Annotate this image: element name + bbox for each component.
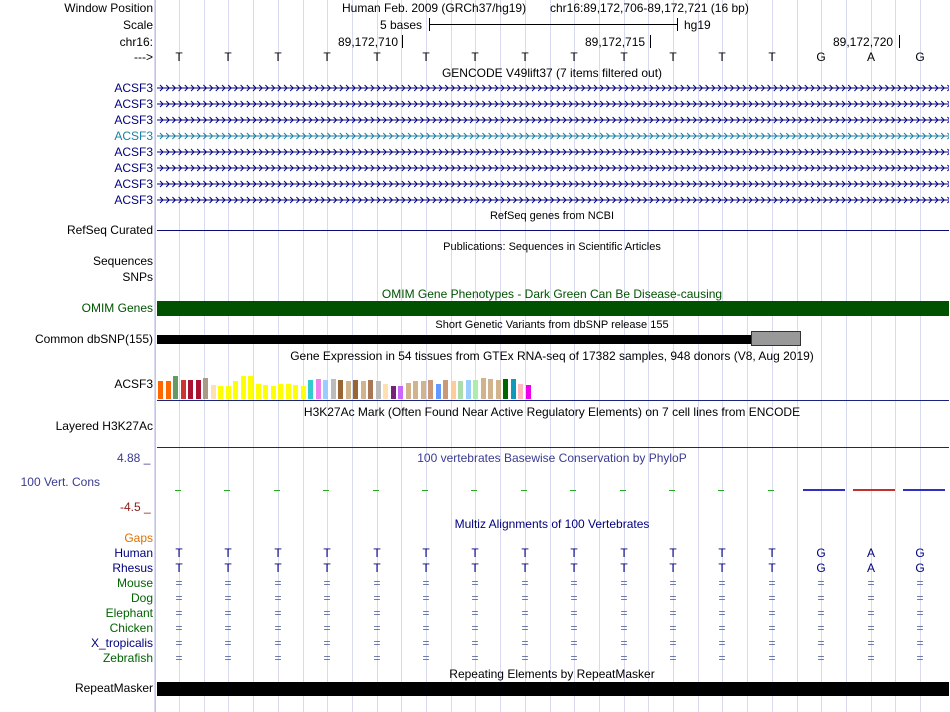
phylop-score-mark	[853, 489, 895, 491]
gencode-title[interactable]: GENCODE V49lift37 (7 items filtered out)	[441, 66, 663, 80]
multiz-base: =	[916, 621, 924, 635]
multiz-base: =	[521, 636, 529, 650]
gtex-tissue-bar[interactable]	[211, 385, 216, 399]
multiz-base: =	[422, 606, 430, 620]
refseq-line[interactable]	[157, 230, 949, 231]
multiz-base: =	[323, 636, 331, 650]
gtex-tissue-bar[interactable]	[383, 384, 388, 399]
multiz-species-label[interactable]: X_tropicalis	[90, 636, 153, 650]
gaps-label[interactable]: Gaps	[124, 531, 153, 545]
multiz-base: =	[768, 591, 776, 605]
phylop-score-mark	[903, 489, 945, 491]
multiz-species-label[interactable]: Human	[114, 546, 153, 560]
multiz-base: =	[669, 621, 677, 635]
multiz-base: =	[373, 606, 381, 620]
gencode-gene-label[interactable]: ACSF3	[114, 177, 153, 191]
base-letter: T	[224, 50, 232, 64]
gencode-gene-label[interactable]: ACSF3	[114, 81, 153, 95]
chrom-label: chr16:	[119, 35, 153, 49]
multiz-base: =	[867, 576, 875, 590]
h3k27ac-title[interactable]: H3K27Ac Mark (Often Found Near Active Regulatory Elements) on 7 cell lines from ENCODE	[303, 405, 801, 419]
gencode-gene-feature[interactable]	[157, 179, 949, 189]
multiz-base: =	[224, 606, 232, 620]
phylop-score-mark	[175, 490, 181, 491]
multiz-species-label[interactable]: Chicken	[109, 621, 153, 635]
base-letter: T	[570, 50, 578, 64]
multiz-base: =	[274, 621, 282, 635]
gencode-gene-feature[interactable]	[157, 195, 949, 205]
gtex-tissue-bar[interactable]	[496, 380, 501, 399]
multiz-base: T	[570, 561, 578, 575]
gtex-tissue-bar[interactable]	[241, 376, 246, 399]
multiz-base: T	[274, 546, 282, 560]
multiz-base: =	[521, 606, 529, 620]
base-letter: T	[718, 50, 726, 64]
multiz-base: T	[521, 561, 529, 575]
multiz-base: =	[323, 591, 331, 605]
base-letter: G	[915, 50, 925, 64]
gtex-tissue-bar[interactable]	[218, 386, 223, 399]
multiz-base: =	[867, 606, 875, 620]
multiz-base: =	[471, 576, 479, 590]
gencode-gene-label[interactable]: ACSF3	[114, 97, 153, 111]
refseq-title[interactable]: RefSeq genes from NCBI	[489, 210, 615, 222]
base-letter: G	[816, 50, 826, 64]
gtex-tissue-bar[interactable]	[353, 380, 358, 399]
multiz-species-label[interactable]: Mouse	[116, 576, 153, 590]
gtex-tissue-bar[interactable]	[203, 378, 208, 399]
multiz-base: =	[323, 576, 331, 590]
refseq-label[interactable]: RefSeq Curated	[66, 223, 153, 237]
multiz-base: =	[373, 591, 381, 605]
multiz-base: T	[323, 546, 331, 560]
phylop-score-mark	[471, 490, 477, 491]
gtex-tissue-bar[interactable]	[503, 379, 508, 399]
base-letter: T	[768, 50, 776, 64]
gtex-tissue-bar[interactable]	[443, 380, 448, 399]
gtex-tissue-bar[interactable]	[361, 381, 366, 399]
phylop-label[interactable]: 100 Vert. Cons	[20, 475, 100, 489]
scale-label: Scale	[122, 18, 153, 32]
multiz-base: =	[718, 636, 726, 650]
multiz-base: =	[570, 591, 578, 605]
multiz-base: T	[175, 561, 183, 575]
multiz-base: =	[916, 606, 924, 620]
multiz-base: T	[669, 546, 677, 560]
gtex-tissue-bar[interactable]	[248, 376, 253, 399]
gtex-tissue-bar[interactable]	[526, 385, 531, 399]
dbsnp-label[interactable]: Common dbSNP(155)	[34, 332, 153, 346]
multiz-base: T	[768, 546, 776, 560]
gtex-tissue-bar[interactable]	[271, 386, 276, 399]
multiz-base: =	[669, 651, 677, 665]
multiz-base: =	[471, 621, 479, 635]
gtex-tissue-bar[interactable]	[158, 381, 163, 399]
repeatmasker-feature[interactable]	[157, 682, 949, 696]
gtex-tissue-bar[interactable]	[391, 386, 396, 399]
gtex-tissue-bar[interactable]	[263, 385, 268, 399]
multiz-base: =	[224, 621, 232, 635]
gencode-gene-label[interactable]: ACSF3	[114, 193, 153, 207]
gencode-gene-label[interactable]: ACSF3	[114, 129, 153, 143]
multiz-base: =	[274, 636, 282, 650]
gtex-baseline	[157, 400, 949, 401]
gencode-gene-label[interactable]: ACSF3	[114, 161, 153, 175]
multiz-base: =	[916, 591, 924, 605]
coord-tick-3	[899, 35, 900, 48]
multiz-base: =	[817, 621, 825, 635]
multiz-base: =	[373, 636, 381, 650]
gencode-gene-label[interactable]: ACSF3	[114, 113, 153, 127]
multiz-base: T	[471, 561, 479, 575]
multiz-base: T	[521, 546, 529, 560]
multiz-base: =	[718, 606, 726, 620]
phylop-score-mark	[768, 490, 774, 491]
gtex-tissue-bar[interactable]	[233, 381, 238, 399]
phylop-score-mark	[570, 490, 576, 491]
multiz-base: =	[570, 651, 578, 665]
multiz-base: =	[521, 621, 529, 635]
scale-db: hg19	[684, 18, 711, 32]
gencode-gene-feature[interactable]	[157, 131, 949, 141]
multiz-base: =	[718, 591, 726, 605]
gtex-tissue-bar[interactable]	[488, 379, 493, 399]
multiz-base: =	[620, 591, 628, 605]
multiz-base: =	[323, 621, 331, 635]
multiz-base: =	[323, 651, 331, 665]
multiz-base: T	[274, 561, 282, 575]
gtex-tissue-bar[interactable]	[413, 381, 418, 399]
omim-feature[interactable]	[157, 301, 949, 316]
base-letter: T	[323, 50, 331, 64]
gtex-tissue-bar[interactable]	[406, 383, 411, 399]
dbsnp-title[interactable]: Short Genetic Variants from dbSNP release 155	[435, 319, 669, 331]
phylop-score-mark	[422, 490, 428, 491]
phylop-score-mark	[669, 490, 675, 491]
multiz-base: =	[867, 591, 875, 605]
repeatmasker-label[interactable]: RepeatMasker	[74, 681, 153, 695]
multiz-base: =	[175, 576, 183, 590]
base-letter: T	[422, 50, 430, 64]
multiz-species-label[interactable]: Zebrafish	[102, 651, 153, 665]
multiz-base: =	[521, 651, 529, 665]
gtex-tissue-bar[interactable]	[293, 385, 298, 399]
repeatmasker-title[interactable]: Repeating Elements by RepeatMasker	[449, 667, 655, 681]
phylop-score-mark	[274, 490, 280, 491]
multiz-title[interactable]: Multiz Alignments of 100 Vertebrates	[454, 517, 650, 531]
coord-label-2: 89,172,715	[585, 35, 646, 49]
multiz-base: G	[915, 561, 925, 575]
gtex-tissue-bar[interactable]	[518, 384, 523, 399]
multiz-base: =	[422, 651, 430, 665]
multiz-base: =	[175, 591, 183, 605]
multiz-base: =	[224, 591, 232, 605]
position-text: chr16:89,172,706-89,172,721 (16 bp)	[550, 1, 749, 15]
gencode-gene-feature[interactable]	[157, 115, 949, 125]
multiz-base: =	[867, 621, 875, 635]
gtex-tissue-bar[interactable]	[308, 380, 313, 399]
gtex-tissue-bar[interactable]	[256, 384, 261, 399]
gtex-tissue-bar[interactable]	[511, 379, 516, 399]
multiz-base: =	[916, 651, 924, 665]
multiz-base: =	[175, 606, 183, 620]
base-letter: T	[620, 50, 628, 64]
omim-title[interactable]: OMIM Gene Phenotypes - Dark Green Can Be Disease-causing	[381, 287, 723, 301]
multiz-base: =	[224, 576, 232, 590]
multiz-base: A	[866, 561, 875, 575]
gtex-tissue-bar[interactable]	[466, 380, 471, 399]
window-position-label: Window Position	[64, 1, 153, 15]
multiz-base: =	[620, 576, 628, 590]
phylop-score-mark	[373, 490, 379, 491]
multiz-base: =	[274, 651, 282, 665]
multiz-base: T	[422, 546, 430, 560]
dbsnp-highlight-feature[interactable]	[751, 331, 801, 346]
multiz-base: T	[669, 561, 677, 575]
publications-snps-label[interactable]: SNPs	[122, 270, 153, 284]
coord-tick-2	[650, 35, 651, 48]
publications-title[interactable]: Publications: Sequences in Scientific Articles	[443, 241, 661, 253]
phylop-score-mark	[521, 490, 527, 491]
multiz-base: =	[471, 591, 479, 605]
multiz-base: =	[224, 651, 232, 665]
multiz-species-label[interactable]: Dog	[130, 591, 153, 605]
multiz-species-label[interactable]: Rhesus	[112, 561, 153, 575]
gtex-tissue-bar[interactable]	[481, 378, 486, 399]
multiz-base: =	[175, 651, 183, 665]
coord-tick-1	[402, 35, 403, 48]
multiz-base: T	[373, 561, 381, 575]
multiz-base: =	[817, 576, 825, 590]
multiz-base: T	[323, 561, 331, 575]
multiz-base: T	[620, 546, 628, 560]
multiz-base: G	[816, 546, 826, 560]
multiz-base: T	[718, 546, 726, 560]
multiz-base: G	[915, 546, 925, 560]
gtex-tissue-bar[interactable]	[278, 384, 283, 399]
gtex-tissue-bar[interactable]	[346, 381, 351, 399]
base-letter: T	[373, 50, 381, 64]
gtex-tissue-bar[interactable]	[398, 386, 403, 399]
gtex-tissue-bar[interactable]	[166, 381, 171, 399]
scale-right-end	[677, 18, 678, 31]
multiz-base: T	[224, 561, 232, 575]
multiz-base: =	[669, 636, 677, 650]
strand-label: --->	[134, 50, 153, 64]
multiz-base: =	[620, 651, 628, 665]
multiz-base: =	[471, 651, 479, 665]
omim-label[interactable]: OMIM Genes	[81, 301, 153, 315]
multiz-base: T	[422, 561, 430, 575]
multiz-base: =	[521, 576, 529, 590]
base-letter: A	[866, 50, 875, 64]
base-letter: T	[669, 50, 677, 64]
h3k27ac-label[interactable]: Layered H3K27Ac	[55, 419, 153, 433]
gtex-tissue-bar[interactable]	[196, 380, 201, 399]
base-letter: T	[521, 50, 529, 64]
multiz-base: =	[817, 636, 825, 650]
multiz-base: =	[620, 621, 628, 635]
phylop-ymax: 4.88 _	[117, 451, 151, 465]
multiz-base: =	[718, 651, 726, 665]
multiz-base: =	[817, 606, 825, 620]
multiz-base: =	[274, 591, 282, 605]
gtex-tissue-bar[interactable]	[421, 381, 426, 399]
gtex-tissue-bar[interactable]	[286, 384, 291, 399]
multiz-base: =	[422, 621, 430, 635]
multiz-base: A	[866, 546, 875, 560]
multiz-base: =	[570, 576, 578, 590]
multiz-base: =	[916, 636, 924, 650]
multiz-base: G	[816, 561, 826, 575]
h3k27ac-baseline	[157, 447, 949, 448]
multiz-base: =	[471, 636, 479, 650]
phylop-ymin: -4.5 _	[120, 500, 151, 514]
multiz-base: =	[867, 651, 875, 665]
multiz-base: =	[768, 576, 776, 590]
gencode-gene-feature[interactable]	[157, 99, 949, 109]
gtex-tissue-bar[interactable]	[226, 386, 231, 399]
multiz-base: =	[768, 651, 776, 665]
multiz-base: =	[422, 576, 430, 590]
multiz-base: T	[718, 561, 726, 575]
phylop-score-mark	[224, 490, 230, 491]
multiz-base: =	[620, 636, 628, 650]
phylop-score-mark	[718, 490, 724, 491]
multiz-base: T	[471, 546, 479, 560]
gtex-tissue-bar[interactable]	[188, 380, 193, 399]
gtex-tissue-bar[interactable]	[428, 380, 433, 399]
gtex-tissue-bar[interactable]	[301, 386, 306, 399]
phylop-score-mark	[620, 490, 626, 491]
multiz-base: =	[768, 621, 776, 635]
multiz-base: T	[175, 546, 183, 560]
multiz-base: =	[323, 606, 331, 620]
multiz-base: =	[274, 606, 282, 620]
multiz-base: =	[867, 636, 875, 650]
gtex-tissue-bar[interactable]	[436, 384, 441, 399]
multiz-base: =	[224, 636, 232, 650]
multiz-base: =	[768, 636, 776, 650]
coord-label-3: 89,172,720	[833, 35, 894, 49]
base-letter: T	[175, 50, 183, 64]
multiz-base: =	[669, 591, 677, 605]
multiz-base: =	[669, 576, 677, 590]
gtex-tissue-bar[interactable]	[316, 379, 321, 399]
gencode-gene-feature[interactable]	[157, 147, 949, 157]
base-letter: T	[471, 50, 479, 64]
gencode-gene-feature[interactable]	[157, 163, 949, 173]
multiz-base: T	[620, 561, 628, 575]
multiz-base: =	[718, 621, 726, 635]
multiz-base: =	[570, 606, 578, 620]
gtex-tissue-bar[interactable]	[473, 380, 478, 399]
multiz-base: =	[718, 576, 726, 590]
multiz-base: =	[373, 576, 381, 590]
multiz-base: T	[768, 561, 776, 575]
assembly-title: Human Feb. 2009 (GRCh37/hg19)	[342, 1, 527, 15]
multiz-base: T	[373, 546, 381, 560]
gtex-tissue-bar[interactable]	[181, 380, 186, 399]
multiz-base: =	[620, 606, 628, 620]
multiz-base: =	[570, 636, 578, 650]
multiz-base: =	[570, 621, 578, 635]
gtex-tissue-bar[interactable]	[368, 380, 373, 399]
multiz-base: =	[521, 591, 529, 605]
gencode-gene-label[interactable]: ACSF3	[114, 145, 153, 159]
multiz-species-label[interactable]: Elephant	[105, 606, 153, 620]
multiz-base: T	[570, 546, 578, 560]
multiz-base: =	[768, 606, 776, 620]
multiz-base: =	[422, 591, 430, 605]
gtex-tissue-bar[interactable]	[376, 381, 381, 399]
multiz-base: T	[224, 546, 232, 560]
multiz-base: =	[373, 651, 381, 665]
gtex-tissue-bar[interactable]	[323, 380, 328, 399]
dbsnp-feature-bar[interactable]	[157, 335, 801, 344]
scale-bar	[429, 24, 677, 25]
gtex-tissue-bar[interactable]	[331, 379, 336, 399]
multiz-base: =	[669, 606, 677, 620]
multiz-base: =	[471, 606, 479, 620]
gencode-gene-feature[interactable]	[157, 83, 949, 93]
gtex-label[interactable]: ACSF3	[114, 377, 153, 391]
base-letter: T	[274, 50, 282, 64]
multiz-base: =	[916, 576, 924, 590]
phylop-title[interactable]: 100 vertebrates Basewise Conservation by PhyloP	[417, 451, 687, 465]
gtex-title[interactable]: Gene Expression in 54 tissues from GTEx RNA-seq of 17382 samples, 948 donors (V8, Aug 2019)	[290, 349, 814, 363]
gtex-tissue-bar[interactable]	[338, 380, 343, 399]
gtex-tissue-bar[interactable]	[173, 376, 178, 399]
multiz-base: =	[274, 576, 282, 590]
gtex-tissue-bar[interactable]	[458, 381, 463, 399]
phylop-score-mark	[323, 490, 329, 491]
multiz-base: =	[175, 636, 183, 650]
label-separator	[155, 0, 156, 712]
multiz-base: =	[373, 621, 381, 635]
coord-label-1: 89,172,710	[338, 35, 399, 49]
multiz-base: =	[422, 636, 430, 650]
scale-text: 5 bases	[380, 18, 423, 32]
multiz-base: =	[175, 621, 183, 635]
phylop-score-mark	[803, 489, 845, 491]
publications-sequences-label[interactable]: Sequences	[92, 254, 153, 268]
multiz-base: =	[817, 591, 825, 605]
multiz-base: =	[817, 651, 825, 665]
gtex-tissue-bar[interactable]	[451, 381, 456, 399]
